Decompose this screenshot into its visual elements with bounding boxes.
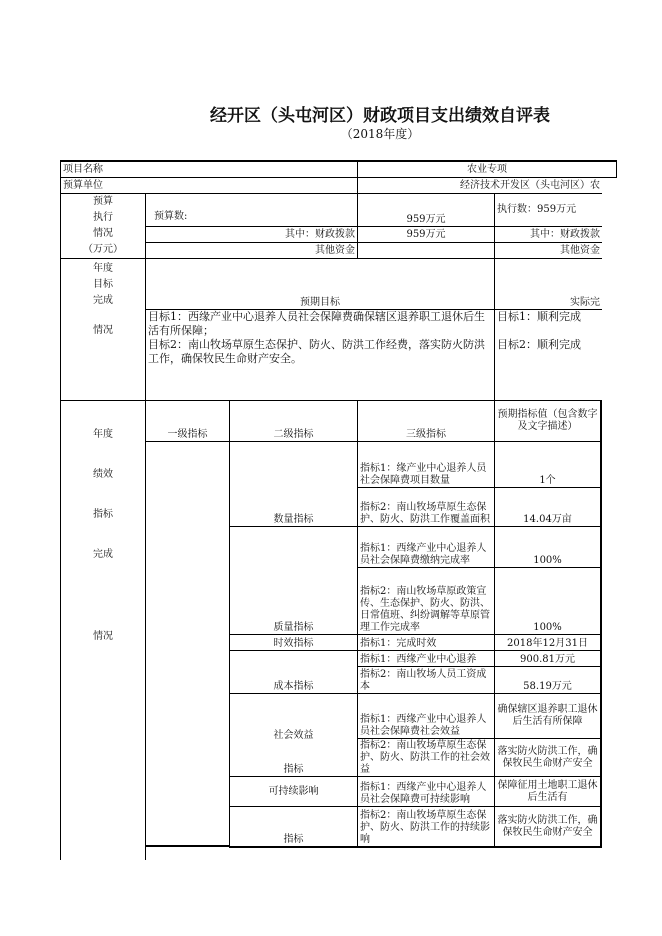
exec-other-label: 其他资金 [494,242,602,259]
actual-goal-header: 实际完 [494,258,602,310]
expected-value: 2018年12月31日 [494,634,602,651]
level3-indicator: 指标1：西缘产业中心退养人员社会保障费缴纳完成率 [357,526,495,568]
budget-amount-value: 959万元 [357,193,495,227]
header-level3: 三级指标 [357,400,495,442]
expected-value: 确保辖区退养职工退休后生活有所保障 [494,693,602,739]
level3-indicator: 指标2：南山牧场草原生态保护、防火、防洪工作的持续影响 [357,806,495,848]
label-line: 年度 [93,263,113,274]
label-line: 情况 [93,228,113,239]
header-expected-value: 预期指标值（包含数字及文字描述） [494,400,602,442]
level3-indicator: 指标2：南山牧场草原政策宣传、生态保护、防火、防洪、日常值班、纠纷调解等草原管理工作完成率 [357,567,495,635]
level2-indicator: 指标 [229,738,358,777]
goal-line: 目标1：西缘产业中心退养人员社会保障费确保辖区退养职工退休后生活有所保障； [148,310,485,337]
other-funds-value [357,242,495,259]
budget-amount-label: 预算数: [145,193,358,227]
level2-indicator: 可持续影响 [229,776,358,807]
level2-indicator: 时效指标 [229,634,358,651]
expected-value: 落实防火防洪工作，确保牧民生命财产安全 [494,806,602,848]
exec-fiscal-label: 其中：财政拨款 [494,226,602,243]
actual-goal-text [494,309,602,401]
level2-indicator: 质量指标 [229,526,358,635]
expected-value: 100% [494,567,602,635]
budget-unit-label: 预算单位 [60,177,358,194]
label-line: 情况 [93,325,113,336]
label-line: 情况 [93,631,113,642]
expected-goal-header: 预期目标 [145,258,495,310]
expected-value: 保障征用土地职工退休后生活有 [494,776,602,807]
level1-cell [145,441,230,847]
level3-indicator: 指标1：西缘产业中心退养 [357,650,495,667]
expected-value: 1个 [494,441,602,488]
expected-value: 58.19万元 [494,666,602,694]
level3-indicator: 指标1：缘产业中心退养人员社会保障费项目数量 [357,441,495,488]
page-subtitle: （2018年度） [340,127,420,141]
header-level2: 二级指标 [229,400,358,442]
level3-indicator: 指标2：南山牧场草原生态保护、防火、防洪工作的社会效益 [357,738,495,777]
label-line: 年度 [93,429,113,440]
label-line: 完成 [93,549,113,560]
project-name-label: 项目名称 [60,160,358,178]
level3-indicator: 指标1：西缘产业中心退养人员社会保障费可持续影响 [357,776,495,807]
label-line: 执行 [93,212,113,223]
expected-value: 900.81万元 [494,650,602,667]
expected-value: 14.04万亩 [494,487,602,527]
expected-value: 100% [494,526,602,568]
goals-label [60,258,146,401]
execution-amount: 执行数：959万元 [494,193,602,227]
perf-label [60,400,146,860]
page-title: 经开区（头屯河区）财政项目支出绩效自评表 [210,106,550,126]
project-name-value: 农业专项 [357,160,617,178]
label-line: 指标 [93,509,113,520]
header-level1: 一级指标 [145,400,230,442]
goal-line: 目标2：顺利完成 [497,338,581,351]
budget-label [60,193,146,259]
level3-indicator: 指标2：南山牧场草原生态保护、防火、防洪工作覆盖面积 [357,487,495,527]
level3-indicator: 指标1：西缘产业中心退养人员社会保障费社会效益 [357,693,495,739]
fiscal-allocation-label: 其中：财政拨款 [145,226,358,243]
label-line: （万元） [83,244,123,255]
goal-line: 目标2：南山牧场草原生态保护、防火、防洪工作经费，落实防火防洪工作，确保牧民生命财产安全。 [148,338,485,365]
budget-unit-value: 经济技术开发区（头屯河区）农 [357,177,602,194]
level2-indicator: 成本指标 [229,650,358,694]
level2-indicator: 指标 [229,806,358,848]
level2-indicator: 数量指标 [229,441,358,527]
level3-indicator: 指标1：完成时效 [357,634,495,651]
label-line: 目标 [93,279,113,290]
expected-goal-text [145,309,495,401]
fiscal-allocation-value: 959万元 [357,226,495,243]
expected-value: 落实防火防洪工作，确保牧民生命财产安全 [494,738,602,777]
other-funds-label: 其他资金 [145,242,358,259]
level2-indicator: 社会效益 [229,693,358,777]
label-line: 绩效 [93,469,113,480]
goal-line: 目标1：顺利完成 [497,310,581,323]
label-line: 预算 [93,196,113,207]
level3-indicator: 指标2：南山牧场人员工资成本 [357,666,495,694]
label-line: 完成 [93,295,113,306]
